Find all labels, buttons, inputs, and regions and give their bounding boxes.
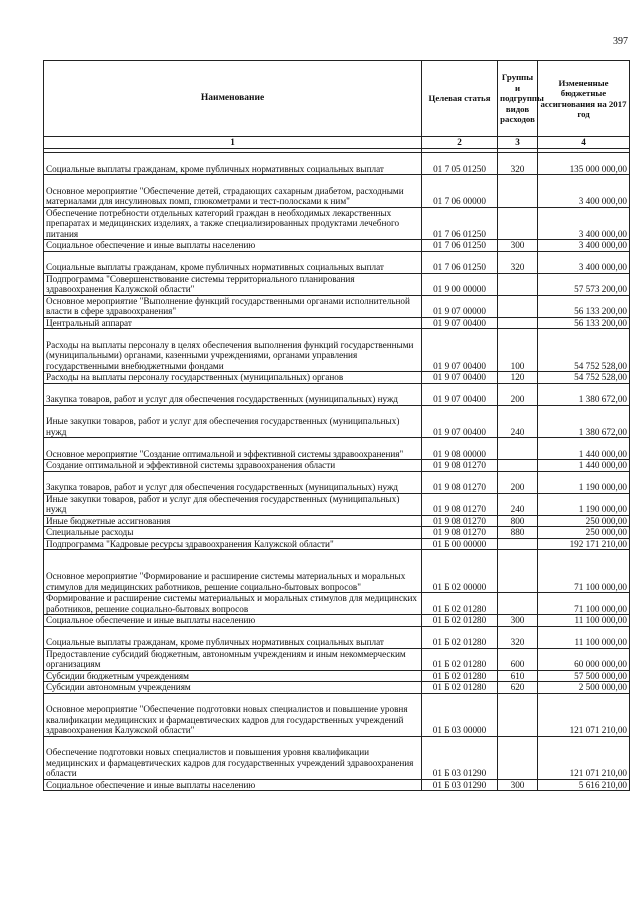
row-expense-group-cell (498, 175, 538, 208)
budget-table (43, 60, 630, 791)
table-row (44, 460, 630, 472)
row-expense-group-cell (498, 207, 538, 240)
row-name-cell: Обеспечение подготовки новых специалистов и повышения уровня квалификации медицинских и фармацевтических кадров для государственных учреждений здравоохранения области (44, 736, 422, 779)
page-number: 397 (613, 36, 628, 47)
row-target-article-cell: 01 Б 02 01280 (422, 593, 498, 615)
row-amount-cell: 54 752 528,00 (538, 329, 630, 372)
row-name-cell: Социальное обеспечение и иные выплаты населению (44, 240, 422, 252)
row-amount-cell: 71 100 000,00 (538, 593, 630, 615)
row-amount-cell: 3 400 000,00 (538, 207, 630, 240)
row-target-article-cell: 01 9 08 01270 (422, 471, 498, 493)
row-amount-cell: 1 440 000,00 (538, 460, 630, 472)
row-target-article-cell: 01 Б 02 00000 (422, 550, 498, 593)
row-target-article-cell: 01 9 07 00400 (422, 329, 498, 372)
row-expense-group-cell: 200 (498, 383, 538, 405)
row-target-article-cell: 01 9 07 00400 (422, 383, 498, 405)
row-target-article-cell: 01 Б 02 01280 (422, 670, 498, 682)
row-amount-cell: 250 000,00 (538, 527, 630, 539)
column-number-row (44, 137, 630, 149)
row-name-cell: Расходы на выплаты персоналу государственных (муниципальных) органов (44, 372, 422, 384)
row-name-cell: Субсидии автономным учреждениям (44, 682, 422, 694)
row-name-cell: Основное мероприятие "Формирование и расширение системы материальных и моральных стимулов для медицинских работников, решение социально-бытовых вопросов" (44, 550, 422, 593)
row-name-cell: Специальные расходы (44, 527, 422, 539)
row-expense-group-cell (498, 460, 538, 472)
table-row (44, 207, 630, 240)
row-name-cell: Создание оптимальной и эффективной системы здравоохранения области (44, 460, 422, 472)
row-expense-group-cell (498, 295, 538, 317)
row-expense-group-cell: 100 (498, 329, 538, 372)
row-target-article-cell: 01 9 08 01270 (422, 527, 498, 539)
header-expense-groups: Группы и подгруппы видов расходов (498, 61, 538, 137)
row-amount-cell: 121 071 210,00 (538, 736, 630, 779)
row-amount-cell: 71 100 000,00 (538, 550, 630, 593)
row-amount-cell: 5 616 210,00 (538, 779, 630, 791)
row-name-cell: Социальные выплаты гражданам, кроме публичных нормативных социальных выплат (44, 153, 422, 175)
row-target-article-cell: 01 Б 03 01290 (422, 736, 498, 779)
row-amount-cell: 57 500 000,00 (538, 670, 630, 682)
row-expense-group-cell: 200 (498, 471, 538, 493)
row-name-cell: Подпрограмма "Совершенствование системы территориального планирования здравоохранения Калужской области" (44, 273, 422, 295)
row-name-cell: Социальное обеспечение и иные выплаты населению (44, 779, 422, 791)
row-expense-group-cell: 120 (498, 372, 538, 384)
table-row (44, 615, 630, 627)
table-row (44, 515, 630, 527)
row-expense-group-cell: 320 (498, 251, 538, 273)
table-row (44, 153, 630, 175)
row-name-cell: Основное мероприятие "Обеспечение детей, страдающих сахарным диабетом, расходными материалами для инсулиновых помп, глюкометрами и тест-полосками к ним" (44, 175, 422, 208)
row-expense-group-cell (498, 273, 538, 295)
row-amount-cell: 1 440 000,00 (538, 438, 630, 460)
row-name-cell: Закупка товаров, работ и услуг для обеспечения государственных (муниципальных) нужд (44, 471, 422, 493)
row-expense-group-cell: 300 (498, 240, 538, 252)
row-name-cell: Обеспечение потребности отдельных категорий граждан в необходимых лекарственных препаратах и медицинских изделиях, а также специализированных продуктами лечебного питания (44, 207, 422, 240)
row-target-article-cell: 01 9 07 00000 (422, 295, 498, 317)
row-expense-group-cell: 240 (498, 405, 538, 438)
table-row (44, 383, 630, 405)
table-row (44, 372, 630, 384)
table-row (44, 493, 630, 515)
table-row (44, 779, 630, 791)
row-target-article-cell: 01 7 06 01250 (422, 240, 498, 252)
header-target-article: Целевая статья (422, 61, 498, 137)
table-row (44, 471, 630, 493)
row-target-article-cell: 01 7 06 01250 (422, 207, 498, 240)
row-name-cell: Основное мероприятие "Выполнение функций государственными органами исполнительной власти в сфере здравоохранения" (44, 295, 422, 317)
row-expense-group-cell: 320 (498, 626, 538, 648)
row-name-cell: Формирование и расширение системы материальных и моральных стимулов для медицинских работников, решение социально-бытовых вопросов (44, 593, 422, 615)
row-target-article-cell: 01 9 08 01270 (422, 493, 498, 515)
header-changed-allocations: Измененные бюджетные ассигнования на 2017 год (538, 61, 630, 137)
row-amount-cell: 3 400 000,00 (538, 175, 630, 208)
row-amount-cell: 1 380 672,00 (538, 383, 630, 405)
row-amount-cell: 56 133 200,00 (538, 295, 630, 317)
row-amount-cell: 11 100 000,00 (538, 615, 630, 627)
column-number: 3 (498, 137, 538, 149)
table-row (44, 438, 630, 460)
row-expense-group-cell: 600 (498, 648, 538, 670)
row-expense-group-cell: 240 (498, 493, 538, 515)
column-number: 4 (538, 137, 630, 149)
row-target-article-cell: 01 7 06 01250 (422, 251, 498, 273)
row-target-article-cell: 01 Б 02 01280 (422, 682, 498, 694)
table-row (44, 240, 630, 252)
row-target-article-cell: 01 7 05 01250 (422, 153, 498, 175)
row-amount-cell: 3 400 000,00 (538, 240, 630, 252)
row-amount-cell: 54 752 528,00 (538, 372, 630, 384)
row-amount-cell: 1 190 000,00 (538, 493, 630, 515)
row-amount-cell: 3 400 000,00 (538, 251, 630, 273)
row-name-cell: Социальное обеспечение и иные выплаты населению (44, 615, 422, 627)
row-name-cell: Иные закупки товаров, работ и услуг для обеспечения государственных (муниципальных) нужд (44, 405, 422, 438)
column-number: 2 (422, 137, 498, 149)
row-expense-group-cell: 800 (498, 515, 538, 527)
row-target-article-cell: 01 9 00 00000 (422, 273, 498, 295)
table-row (44, 626, 630, 648)
row-amount-cell: 135 000 000,00 (538, 153, 630, 175)
row-expense-group-cell (498, 593, 538, 615)
row-target-article-cell: 01 Б 02 01280 (422, 648, 498, 670)
row-target-article-cell: 01 9 07 00400 (422, 372, 498, 384)
row-target-article-cell: 01 9 08 01270 (422, 515, 498, 527)
row-name-cell: Подпрограмма "Кадровые ресурсы здравоохранения Калужской области" (44, 538, 422, 550)
row-expense-group-cell (498, 693, 538, 736)
table-row (44, 538, 630, 550)
row-target-article-cell: 01 9 08 00000 (422, 438, 498, 460)
row-target-article-cell: 01 9 07 00400 (422, 317, 498, 329)
row-amount-cell: 121 071 210,00 (538, 693, 630, 736)
row-amount-cell: 60 000 000,00 (538, 648, 630, 670)
row-name-cell: Предоставление субсидий бюджетным, автономным учреждениям и иным некоммерческим организациям (44, 648, 422, 670)
row-target-article-cell: 01 Б 03 01290 (422, 779, 498, 791)
row-expense-group-cell: 880 (498, 527, 538, 539)
table-row (44, 273, 630, 295)
row-target-article-cell: 01 7 06 00000 (422, 175, 498, 208)
row-expense-group-cell (498, 538, 538, 550)
row-amount-cell: 1 190 000,00 (538, 471, 630, 493)
row-amount-cell: 250 000,00 (538, 515, 630, 527)
row-expense-group-cell (498, 550, 538, 593)
table-row (44, 736, 630, 779)
row-name-cell: Основное мероприятие "Обеспечение подготовки новых специалистов и повышение уровня квалификации медицинских и фармацевтических кадров для государственных учреждений здравоохранения Калужской области" (44, 693, 422, 736)
row-name-cell: Социальные выплаты гражданам, кроме публичных нормативных социальных выплат (44, 251, 422, 273)
row-target-article-cell: 01 9 08 01270 (422, 460, 498, 472)
table-row (44, 329, 630, 372)
table-row (44, 593, 630, 615)
table-row (44, 295, 630, 317)
table-row (44, 405, 630, 438)
row-name-cell: Центральный аппарат (44, 317, 422, 329)
row-amount-cell: 11 100 000,00 (538, 626, 630, 648)
row-target-article-cell: 01 Б 00 00000 (422, 538, 498, 550)
row-expense-group-cell (498, 317, 538, 329)
row-expense-group-cell: 610 (498, 670, 538, 682)
table-row (44, 317, 630, 329)
table-row (44, 175, 630, 208)
row-name-cell: Основное мероприятие "Создание оптимальной и эффективной системы здравоохранения" (44, 438, 422, 460)
row-target-article-cell: 01 9 07 00400 (422, 405, 498, 438)
row-name-cell: Закупка товаров, работ и услуг для обеспечения государственных (муниципальных) нужд (44, 383, 422, 405)
row-expense-group-cell (498, 736, 538, 779)
table-body (44, 153, 630, 791)
row-expense-group-cell (498, 438, 538, 460)
header-name: Наименование (44, 61, 422, 137)
row-target-article-cell: 01 Б 03 00000 (422, 693, 498, 736)
row-name-cell: Субсидии бюджетным учреждениям (44, 670, 422, 682)
row-name-cell: Иные бюджетные ассигнования (44, 515, 422, 527)
row-expense-group-cell: 620 (498, 682, 538, 694)
row-amount-cell: 1 380 672,00 (538, 405, 630, 438)
table-row (44, 648, 630, 670)
row-amount-cell: 2 500 000,00 (538, 682, 630, 694)
row-name-cell: Социальные выплаты гражданам, кроме публичных нормативных социальных выплат (44, 626, 422, 648)
row-name-cell: Расходы на выплаты персоналу в целях обеспечения выполнения функций государственными (муниципальными) органами, казенными учреждениями, органами управления государственными внебюджетными фондами (44, 329, 422, 372)
table-header-row (44, 61, 630, 137)
row-expense-group-cell: 300 (498, 779, 538, 791)
table-row (44, 670, 630, 682)
row-amount-cell: 56 133 200,00 (538, 317, 630, 329)
row-expense-group-cell: 300 (498, 615, 538, 627)
table-row (44, 682, 630, 694)
row-target-article-cell: 01 Б 02 01280 (422, 626, 498, 648)
table-row (44, 251, 630, 273)
row-name-cell: Иные закупки товаров, работ и услуг для обеспечения государственных (муниципальных) нужд (44, 493, 422, 515)
column-number: 1 (44, 137, 422, 149)
row-amount-cell: 57 573 200,00 (538, 273, 630, 295)
row-expense-group-cell: 320 (498, 153, 538, 175)
table-row (44, 693, 630, 736)
table-row (44, 527, 630, 539)
row-amount-cell: 192 171 210,00 (538, 538, 630, 550)
row-target-article-cell: 01 Б 02 01280 (422, 615, 498, 627)
table-row (44, 550, 630, 593)
